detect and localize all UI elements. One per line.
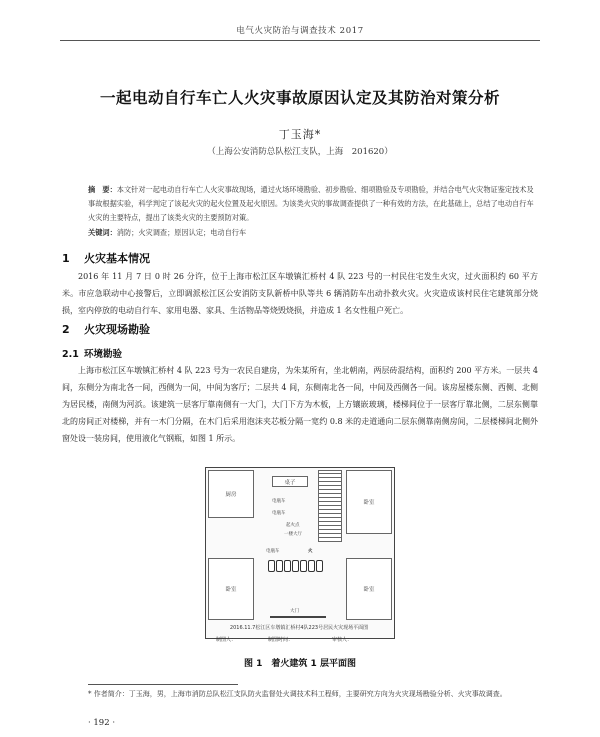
keywords-text: 消防；火灾调查；原因认定；电动自行车 <box>116 228 247 237</box>
bedroom-sw-label: 卧室 <box>225 587 237 593</box>
figure-reviewer: 审核人： <box>332 637 353 643</box>
section-2-1-heading <box>62 346 122 360</box>
ebike-label-3: 电瓶车 <box>266 549 280 554</box>
keywords-label: 关键词： <box>88 228 117 237</box>
figure-draw-time: 制图时间： <box>268 637 294 643</box>
affiliation: （上海公安消防总队松江支队，上海 201620） <box>207 147 393 157</box>
section-1-heading <box>62 250 150 266</box>
door-label: 大门 <box>290 609 299 614</box>
bedroom-northeast <box>346 470 392 534</box>
abstract-text: 本文针对一起电动自行车亡人火灾事故现场，通过火场环境勘验、初步勘验、细项勘验及专项勘验，并结合电气火灾物证鉴定技术及事故根据实验，科学判定了该起火灾的起火位置及起火原因。为该类火灾的事故调查提供了一种有效的方法，在此基础上，总结了电动自行车火灾的主要特点，提出了该类火灾的主要预防对策。 <box>88 185 534 222</box>
ebike-icon <box>300 560 307 572</box>
ebike-icon <box>308 560 315 572</box>
figure-inner-caption: 2016.11.7松江区车墩镇汇桥村4队223号居民火灾现场平面图 <box>229 625 369 631</box>
ebike-icon <box>284 560 291 572</box>
bedroom-se-label: 卧室 <box>363 587 375 593</box>
hall-label: 一楼大厅 <box>284 532 302 537</box>
section-2-title: 火灾现场勘验 <box>84 323 150 336</box>
footnote-rule <box>88 684 238 685</box>
abstract <box>88 183 538 225</box>
section-2-heading <box>62 321 150 337</box>
bedroom-southeast <box>346 558 392 620</box>
keywords <box>88 228 538 238</box>
abstract-label: 摘 要： <box>88 185 117 194</box>
staircase <box>318 470 342 542</box>
footnote: * 作者简介：丁玉海，男，上海市消防总队松江支队防火监督处火调技术科工程师，主要研究方向为火灾现场勘验分析、火灾事故调查。 <box>88 690 507 698</box>
section-2-1-paragraph: 上海市松江区车墩镇汇桥村 4 队 223 号为一农民自建房，为朱某所有，坐北朝南，两层砖混结构，面积约 200 平方米。一层共 4 间，东侧分为南北各一间，西侧为一间，中间为客厅；二层共 4 间，东侧南北各一间，中间及西侧各一间。该房屋楼东侧、西侧、北侧为居民楼，南侧为河浜。该建筑一层客厅靠南侧有一大门，大门下方为木板，上方镶嵌玻璃，楼梯间位于一层客厅靠北侧，二层东侧靠北的房间正对楼梯，并有一木门分隔，在木门后采用泡沫夹芯板分隔一宽约 0.8 米的走道通向二层东侧靠南侧房间，二层楼梯间北侧外窗处设一装房间，使用液化气钢瓶，如图 1 所示。 <box>62 366 538 443</box>
kitchen-room <box>208 470 254 518</box>
ebike-label-1: 电瓶车 <box>272 499 286 504</box>
table-label: 桌子 <box>284 479 296 486</box>
section-1-title: 火灾基本情况 <box>84 252 150 265</box>
author: 丁玉海* <box>278 128 322 141</box>
section-1-number: 1 <box>62 252 70 265</box>
table <box>272 476 308 487</box>
figure-caption: 图 1 着火建筑 1 层平面图 <box>244 659 356 669</box>
bedroom-southwest <box>208 558 254 620</box>
ebike-icon <box>292 560 299 572</box>
ebike-label-2: 电瓶车 <box>272 511 286 516</box>
ebike-icon <box>268 560 275 572</box>
bedroom-ne-label: 卧室 <box>363 500 375 506</box>
section-2-1-title: 环境勘验 <box>84 349 123 360</box>
main-door <box>270 616 326 618</box>
ebike-icon <box>316 560 323 572</box>
fire-origin-label: 起火点 <box>286 523 300 528</box>
journal-header: 电气火灾防治与调查技术 2017 <box>236 26 364 36</box>
floor-plan-figure <box>205 467 395 639</box>
ebike-icon <box>276 560 283 572</box>
section-1-paragraph: 2016 年 11 月 7 日 0 时 26 分许，位于上海市松江区车墩镇汇桥村 4 队 223 号的一村民住宅发生火灾，过火面积约 60 平方米。市应急联动中心接警后，立即调派松江区公安消防支队新桥中队等共 6 辆消防车出动扑救火灾。火灾造成该村民住宅建筑部分烧损，室内停放的电动自行车、家用电器、家具、生活物品等烧毁烧损，并造成 1 名女性租户死亡。 <box>62 272 538 315</box>
fire-mark: 火 <box>308 549 313 554</box>
header-rule <box>60 40 540 41</box>
page-number: · 192 · <box>88 718 116 728</box>
paper-title: 一起电动自行车亡人火灾事故原因认定及其防治对策分析 <box>99 89 500 107</box>
figure-drawer: 制图人： <box>216 637 237 643</box>
section-2-number: 2 <box>62 323 70 336</box>
section-2-1-number: 2.1 <box>62 349 79 360</box>
kitchen-label: 厨房 <box>225 492 237 498</box>
